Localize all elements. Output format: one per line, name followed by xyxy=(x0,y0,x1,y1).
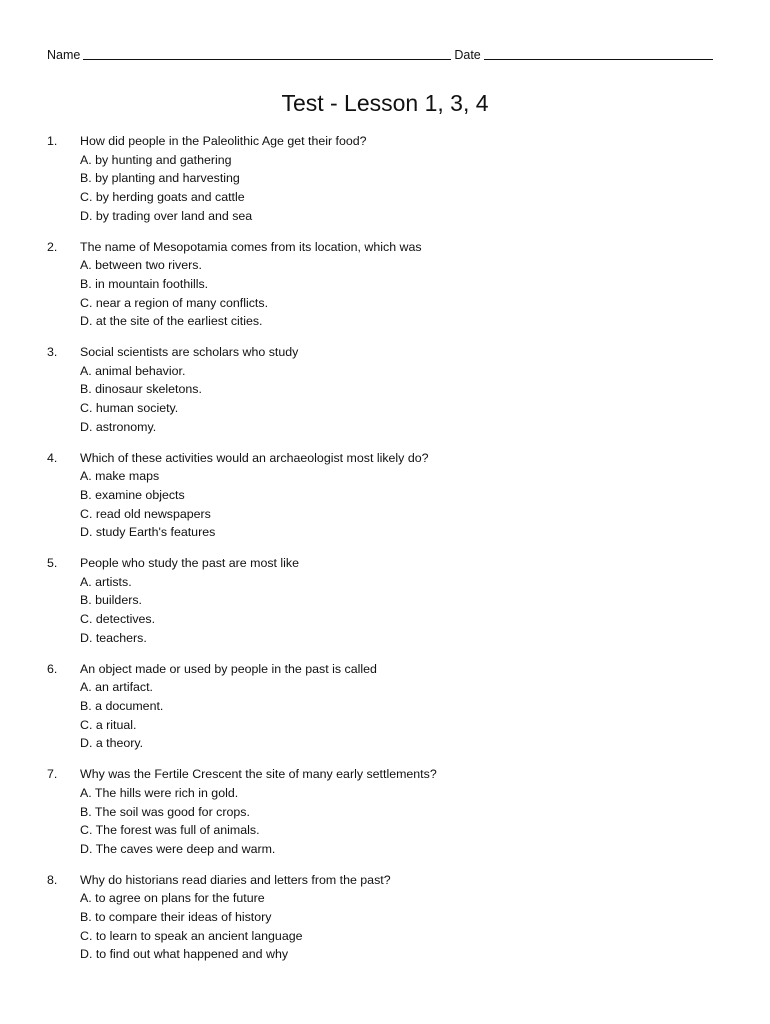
question-list xyxy=(47,132,737,976)
answer-option: B. examine objects xyxy=(80,487,185,502)
question-number: 5. xyxy=(47,556,58,571)
question-row xyxy=(47,871,737,890)
question-row xyxy=(47,238,737,257)
question-number: 6. xyxy=(47,661,58,676)
date-label: Date xyxy=(454,48,481,62)
name-date-header xyxy=(47,47,713,62)
answer-option: A. by hunting and gathering xyxy=(80,152,232,167)
answer-option: A. The hills were rich in gold. xyxy=(80,785,239,800)
answer-option: D. by trading over land and sea xyxy=(80,208,253,223)
answer-option: B. by planting and harvesting xyxy=(80,171,240,186)
name-label: Name xyxy=(47,48,81,62)
answer-option: D. a theory. xyxy=(80,736,144,751)
question-7 xyxy=(47,765,737,859)
question-row xyxy=(47,554,737,573)
question-6 xyxy=(47,660,737,754)
answer-option: C. to learn to speak an ancient language xyxy=(80,928,303,943)
question-4 xyxy=(47,449,737,543)
question-stem: Social scientists are scholars who study xyxy=(80,345,299,360)
question-number: 4. xyxy=(47,450,58,465)
answer-option: D. astronomy. xyxy=(80,419,157,434)
question-row xyxy=(47,765,737,784)
name-blank[interactable] xyxy=(83,47,451,60)
answer-option: D. at the site of the earliest cities. xyxy=(80,314,263,329)
answer-option: C. detectives. xyxy=(80,612,156,627)
question-stem: People who study the past are most like xyxy=(80,556,300,571)
answer-option: C. a ritual. xyxy=(80,717,137,732)
question-number: 8. xyxy=(47,872,58,887)
answer-option: C. by herding goats and cattle xyxy=(80,190,245,205)
answer-option: B. to compare their ideas of history xyxy=(80,910,272,925)
question-row xyxy=(47,660,737,679)
question-8 xyxy=(47,871,737,965)
answer-option: B. dinosaur skeletons. xyxy=(80,382,202,397)
question-number: 2. xyxy=(47,239,58,254)
answer-option: B. in mountain foothills. xyxy=(80,276,209,291)
question-stem: Which of these activities would an archaeologist most likely do? xyxy=(80,450,429,465)
question-stem: An object made or used by people in the past is called xyxy=(80,661,377,676)
question-stem: The name of Mesopotamia comes from its location, which was xyxy=(80,239,422,254)
answer-option: A. make maps xyxy=(80,469,160,484)
page-title: Test - Lesson 1, 3, 4 xyxy=(281,90,489,116)
answer-option: B. builders. xyxy=(80,593,142,608)
question-stem: How did people in the Paleolithic Age get their food? xyxy=(80,134,367,148)
answer-option: A. an artifact. xyxy=(80,680,154,695)
answer-option: D. The caves were deep and warm. xyxy=(80,841,276,856)
answer-option: B. The soil was good for crops. xyxy=(80,804,250,819)
answer-option: B. a document. xyxy=(80,698,164,713)
question-row xyxy=(47,343,737,362)
answer-option: D. to find out what happened and why xyxy=(80,947,289,962)
date-blank[interactable] xyxy=(484,47,713,60)
question-5 xyxy=(47,554,737,648)
question-number: 1. xyxy=(47,134,58,148)
question-row xyxy=(47,449,737,468)
answer-option: A. animal behavior. xyxy=(80,363,186,378)
question-row xyxy=(47,132,737,151)
answer-option: C. read old newspapers xyxy=(80,506,211,521)
question-number: 3. xyxy=(47,345,58,360)
question-stem: Why do historians read diaries and letters from the past? xyxy=(80,872,391,887)
answer-option: C. The forest was full of animals. xyxy=(80,823,260,838)
answer-option: C. human society. xyxy=(80,401,179,416)
question-2 xyxy=(47,238,737,332)
question-number: 7. xyxy=(47,767,58,782)
answer-option: C. near a region of many conflicts. xyxy=(80,295,269,310)
question-1 xyxy=(47,132,737,226)
answer-option: D. teachers. xyxy=(80,630,147,645)
question-stem: Why was the Fertile Crescent the site of many early settlements? xyxy=(80,767,437,782)
answer-option: A. between two rivers. xyxy=(80,258,202,273)
answer-option: A. artists. xyxy=(80,574,132,589)
answer-option: A. to agree on plans for the future xyxy=(80,891,265,906)
question-3 xyxy=(47,343,737,437)
answer-option: D. study Earth's features xyxy=(80,525,216,540)
